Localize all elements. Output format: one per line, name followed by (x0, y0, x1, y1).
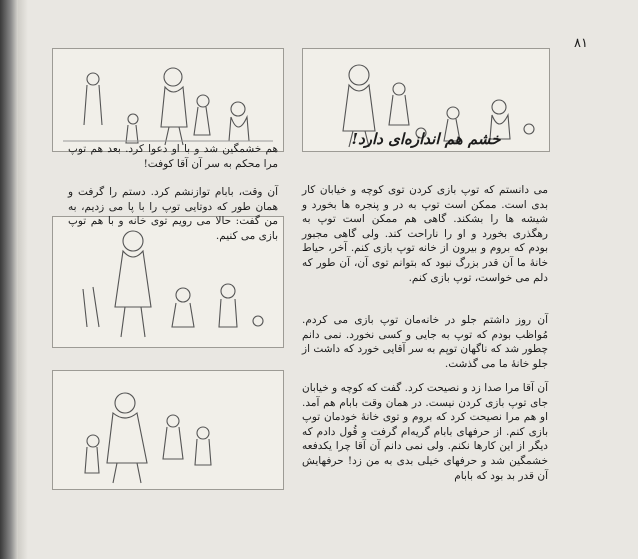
book-gutter (18, 0, 28, 559)
book-spine-shadow (0, 0, 18, 559)
story-title: خشم هم اندازه‌ای دارد! (351, 130, 501, 148)
left-paragraph-2: آن وقت، بابام توازنشم کرد. دستم را گرفت و همان طور که دوتایی توپ را با پا می زدیم، به من گفت: حالا می رویم توی خانه و با هم توپ بازی می کنیم. (68, 186, 278, 242)
illustration-scolding (52, 370, 284, 490)
right-paragraph-1: می دانستم که توپ بازی کردن توی کوچه و خیابان کار بدی است. ممکن است توپ به در و پنجره ها بخورد و شیشه ها را بشکند. گاهی هم ممکن است توپ به رهگذری بخورد و او را ناراحت کند. ولی گاهی مجبور بودم که بروم و بیرون از خانه توپ بازی کنم. آخر، حیاط خانهٔ ما آن قدر بزرگ نبود که بتوانم توی آن، آن طور که دلم می خواست، توپ بازی کنم. (302, 184, 548, 284)
illustration-argument (52, 48, 284, 152)
right-paragraph-3: آن آقا مرا صدا زد و نصیحت کرد. گفت که کوچه و خیابان جای توپ بازی کردن نیست. در همان وقت بابام هم آمد. او هم مرا نصیحت کرد که بروم و توی خانهٔ خودمان توپ بازی کنم. از حرفهای بابام گریه‌ام گرفت و قُول دادم که دیگر از این کارها نکنم. ولی نمی دانم آن آقا چرا یکدفعه خشمگین شد و حرفهای خیلی بدی به من زد! حرفهایش آن قدر بد بود که بابام (302, 382, 548, 482)
sketch-figures-argument (53, 49, 283, 151)
left-paragraph-1: هم خشمگین شد و با او دعوا کرد. بعد هم توپ مرا محکم به سر آن آقا کوفت! (68, 143, 278, 170)
sketch-figures-scolding (53, 371, 283, 489)
page-number: ۸۱ (574, 36, 588, 51)
right-paragraph-2: آن روز داشتم جلو در خانه‌مان توپ بازی می کردم. مُواظب بودم که توپ به جایی و کسی نخورد. نمی دانم چطور شد که ناگهان توپم به سر آقایی خورد که داشت از جلو خانهٔ ما می گذشت. (302, 314, 548, 370)
